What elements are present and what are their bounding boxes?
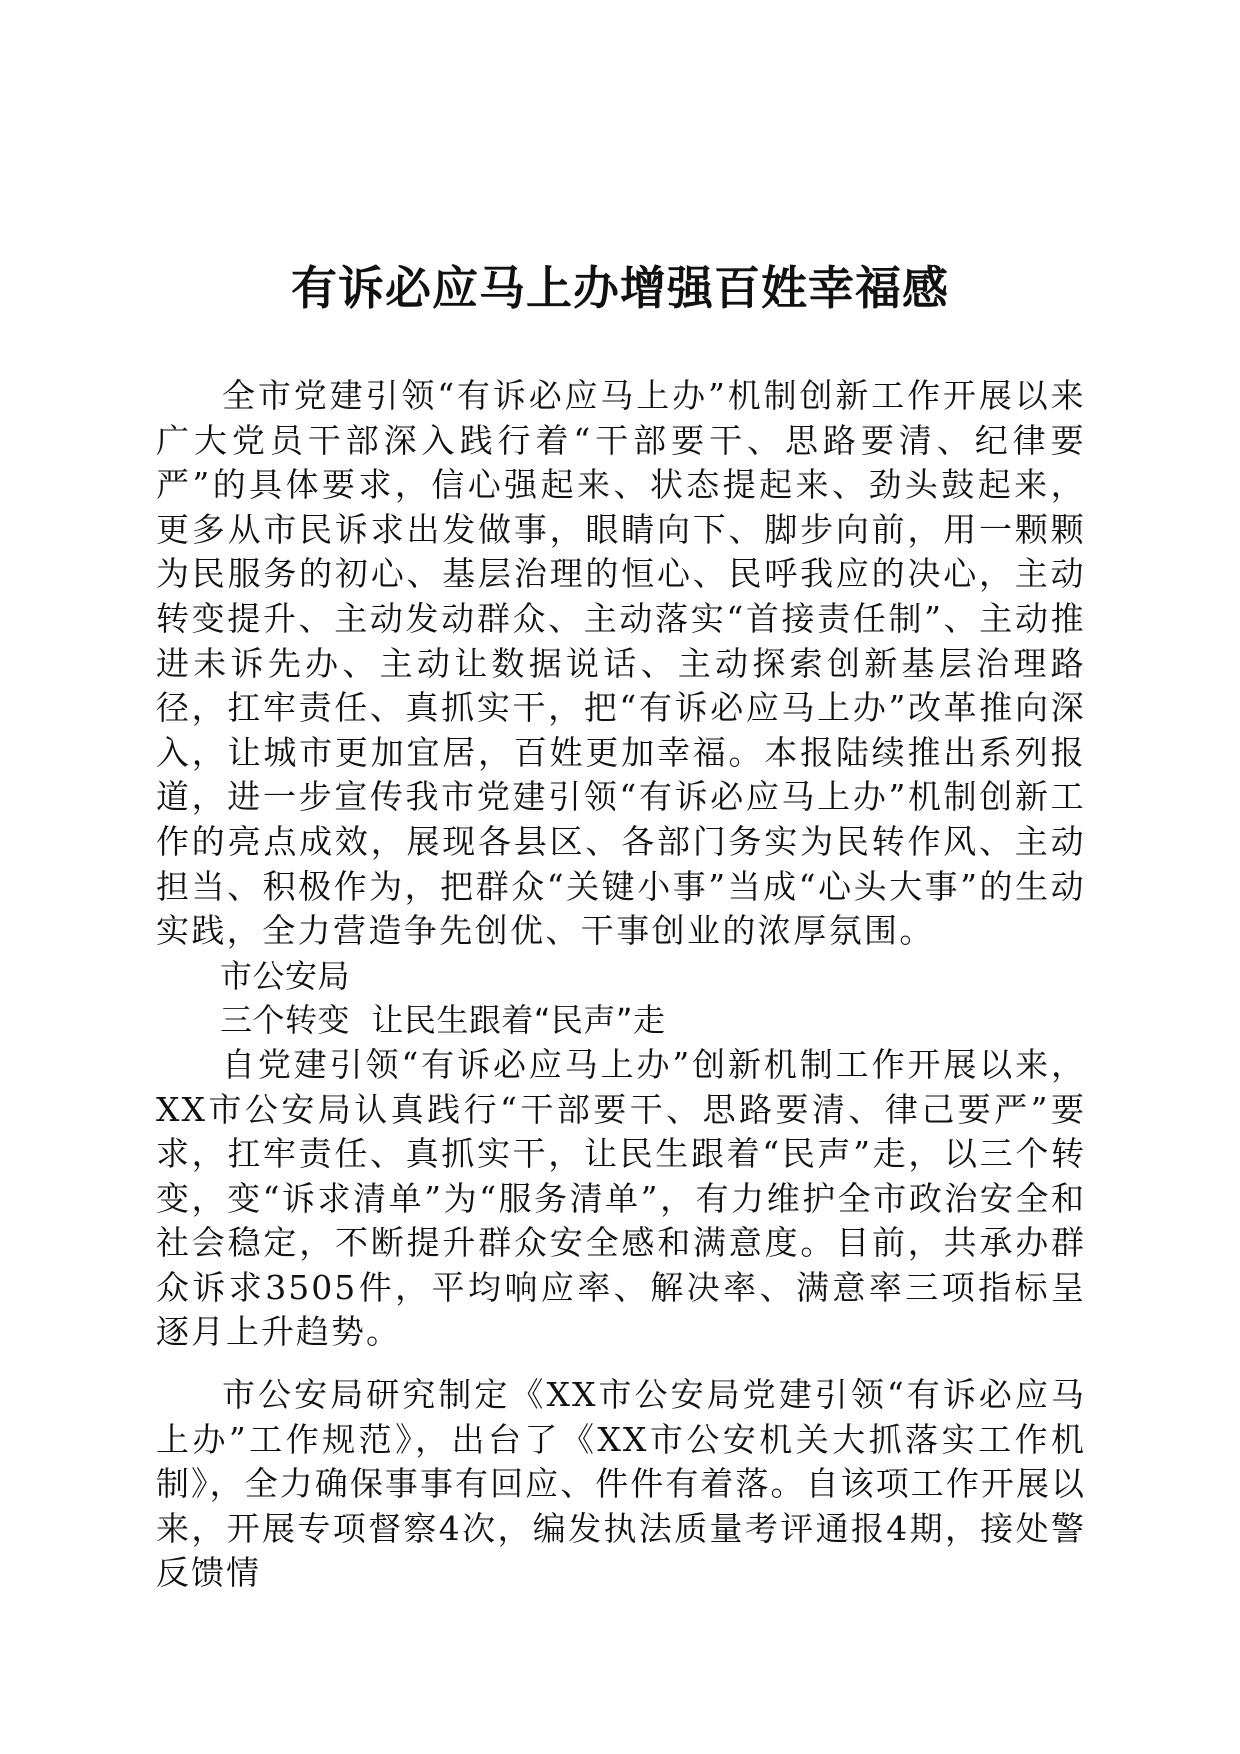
document-body	[156, 374, 1086, 1596]
section-department-heading: 市公安局	[220, 956, 351, 995]
section-paragraph-2: 市公安局研究制定《XX市公安局党建引领“有诉必应马上办”工作规范》，出台了《XX市公安机关大抓落实工作机制》，全力确保事事有回应、件件有着落。自该项工作开展以来，开展专项督察4次，编发执法质量考评通报4期，接处警反馈情	[156, 1375, 1086, 1593]
section-paragraph-1: 自党建引领“有诉必应马上办”创新机制工作开展以来，XX市公安局认真践行“干部要干、思路要清、律己要严”要求，扛牢责任、真抓实干，让民生跟着“民声”走，以三个转变，变“诉求清单”为“服务清单”，有力维护全市政治安全和社会稳定，不断提升群众安全感和满意度。目前，共承办群众诉求3505件，平均响应率、解决率、满意率三项指标呈逐月上升趋势。	[156, 1044, 1086, 1352]
document-title: 有诉必应马上办增强百姓幸福感	[291, 261, 949, 315]
intro-paragraph: 全市党建引领“有诉必应马上办”机制创新工作开展以来广大党员干部深入践行着“干部要干、思路要清、纪律要严”的具体要求，信心强起来、状态提起来、劲头鼓起来，更多从市民诉求出发做事，眼睛向下、脚步向前，用一颗颗为民服务的初心、基层治理的恒心、民呼我应的决心，主动转变提升、主动发动群众、主动落实“首接责任制”、主动推进未诉先办、主动让数据说话、主动探索创新基层治理路径，扛牢责任、真抓实干，把“有诉必应马上办”改革推向深入，让城市更加宜居，百姓更加幸福。本报陆续推出系列报道，进一步宣传我市党建引领“有诉必应马上办”机制创新工作的亮点成效，展现各县区、各部门务实为民转作风、主动担当、积极作为，把群众“关键小事”当成“心头大事”的生动实践，全力营造争先创优、干事创业的浓厚氛围。	[156, 376, 1086, 951]
section-subtitle: 三个转变 让民生跟着“民声”走	[220, 1001, 666, 1040]
